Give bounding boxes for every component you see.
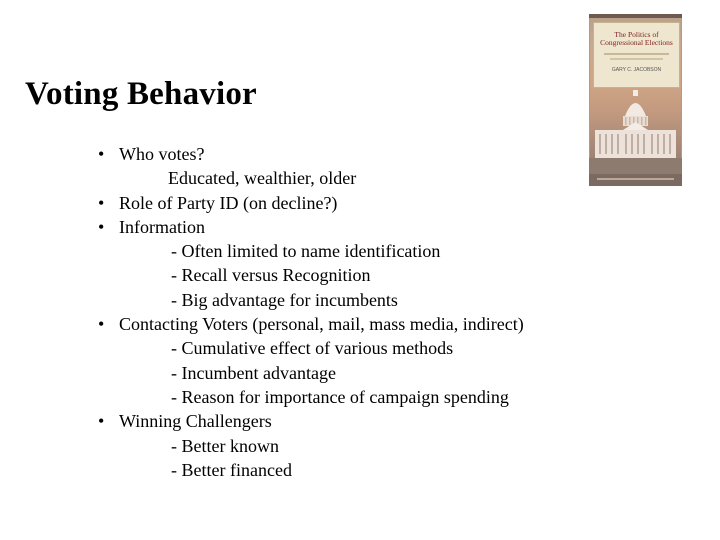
bullet-dot: •	[98, 314, 105, 335]
bullet-item	[98, 142, 524, 166]
line-text: - Recall versus Recognition	[171, 265, 371, 286]
line-text: - Better known	[171, 435, 279, 456]
line-text: Contacting Voters (personal, mail, mass media, indirect)	[119, 314, 524, 335]
cover-top-band	[589, 14, 682, 18]
bullet-item	[98, 215, 524, 239]
bullet-item	[98, 191, 524, 215]
line-text: Who votes?	[119, 144, 205, 164]
line-text: - Often limited to name identification	[171, 241, 441, 262]
cover-title	[594, 31, 679, 47]
line-text: Information	[119, 216, 205, 237]
cover-title-line2: Congressional Elections	[600, 38, 673, 47]
cover-bottom-text-strip	[597, 178, 674, 180]
bullet-dot: •	[98, 192, 105, 213]
sub-item	[98, 336, 524, 360]
book-cover-image	[589, 14, 682, 186]
sub-item	[98, 288, 524, 312]
line-text: - Better financed	[171, 459, 292, 480]
line-text: - Incumbent advantage	[171, 362, 336, 383]
slide-title: Voting Behavior	[25, 76, 257, 112]
cover-title-panel	[593, 22, 680, 88]
sub-item	[98, 263, 524, 287]
bullet-dot: •	[98, 144, 105, 164]
cover-title-line1: The Politics of	[614, 30, 659, 39]
bullet-dot: •	[98, 216, 105, 237]
line-text: - Big advantage for incumbents	[171, 289, 398, 310]
sub-item	[98, 239, 524, 263]
cover-bottom-band	[589, 174, 682, 186]
bullet-item	[98, 409, 524, 433]
line-text: - Reason for importance of campaign spending	[171, 386, 509, 407]
bullet-dot: •	[98, 411, 105, 432]
bullet-item	[98, 312, 524, 336]
line-text: Educated, wealthier, older	[168, 168, 357, 189]
sub-item	[98, 458, 524, 482]
sub-item	[98, 361, 524, 385]
line-text: - Cumulative effect of various methods	[171, 338, 454, 359]
line-text: Role of Party ID (on decline?)	[119, 192, 338, 213]
cover-subtitle-rule-2	[610, 58, 663, 60]
bullet-list	[98, 142, 524, 482]
sub-item	[98, 385, 524, 409]
sub-item	[98, 434, 524, 458]
cover-author: GARY C. JACOBSON	[611, 67, 662, 73]
sub-item	[98, 166, 524, 190]
capitol-dome-icon	[589, 86, 682, 176]
line-text: Winning Challengers	[119, 411, 272, 432]
cover-subtitle-rule	[604, 53, 669, 55]
